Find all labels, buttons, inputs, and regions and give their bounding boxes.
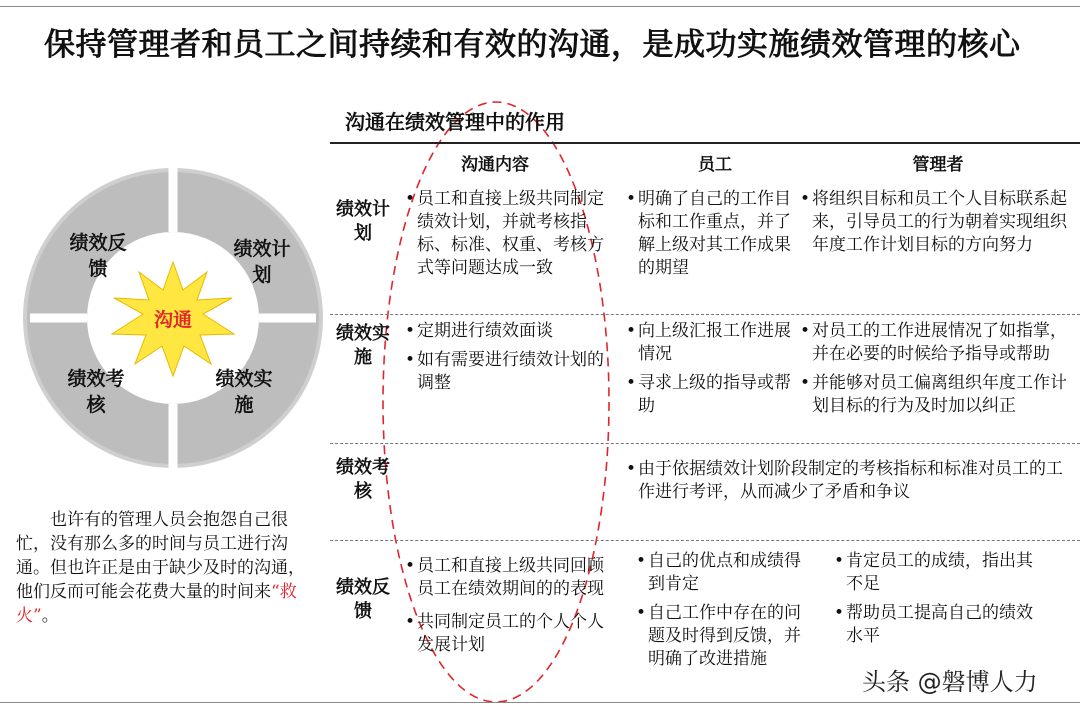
table-top-rule xyxy=(330,142,1080,144)
bullet-item: • 自己工作中存在的问题及时得到反馈，并明确了改进措施 xyxy=(636,602,808,671)
row-label-appraisal: 绩效考核 xyxy=(336,457,390,502)
bullet-item: • 对员工的工作进展情况了如指掌，并在必要的时候给予指导或帮助 xyxy=(800,320,1076,366)
table-cell xyxy=(626,320,804,424)
row-label-planning: 绩效计划 xyxy=(336,199,390,244)
bullet-item: • 员工和直接上级共同回顾员工在绩效期间的的表现 xyxy=(405,555,605,601)
segment-label-appraisal: 绩效考核 xyxy=(67,368,125,416)
bullet-item: • 员工和直接上级共同制定绩效计划，并就考核指标、标准、权重、考核方式等问题达成一致 xyxy=(405,188,605,280)
table-cell xyxy=(636,550,808,677)
row-label-feedback: 绩效反馈 xyxy=(336,577,390,622)
table-cell-merged xyxy=(626,458,1076,510)
bullet-item: • 如有需要进行绩效计划的调整 xyxy=(405,349,605,395)
bullet-item: • 明确了自己的工作目标和工作重点，并了解上级对其工作成果的期望 xyxy=(626,188,804,280)
table-cell xyxy=(834,550,1034,654)
segment-label-implementation: 绩效实施 xyxy=(215,368,273,416)
row-divider xyxy=(330,443,1080,444)
row-divider xyxy=(330,314,1080,315)
bullet-item: • 寻求上级的指导或帮助 xyxy=(626,372,804,418)
bullet-item: • 向上级汇报工作进展情况 xyxy=(626,320,804,366)
table-cell xyxy=(800,188,1076,263)
table-cell xyxy=(626,188,804,286)
note-paragraph xyxy=(16,508,321,628)
column-header-employee: 员工 xyxy=(698,155,732,175)
bullet-item: • 帮助员工提高自己的绩效水平 xyxy=(834,602,1034,648)
column-header-manager: 管理者 xyxy=(912,155,964,175)
watermark: 头条 @磐博人力 xyxy=(862,668,1038,696)
bottom-rule xyxy=(0,702,1080,703)
table-cell xyxy=(800,320,1076,424)
bullet-item: • 由于依据绩效计划阶段制定的考核指标和标准对员工的工作进行考评，从而减少了矛盾和争议 xyxy=(626,458,1076,504)
table-cell xyxy=(405,320,605,401)
bullet-item: • 自己的优点和成绩得到肯定 xyxy=(636,550,808,596)
table-cell xyxy=(405,555,605,663)
bullet-item: • 肯定员工的成绩，指出其不足 xyxy=(834,550,1034,596)
cycle-center-label: 沟通 xyxy=(153,309,192,331)
segment-label-feedback: 绩效反馈 xyxy=(69,232,127,280)
segment-label-planning: 绩效计划 xyxy=(233,238,291,286)
bullet-item: • 将组织目标和员工个人目标联系起来，引导员工的行为朝着实现组织年度工作计划目标的方向努力 xyxy=(800,188,1076,257)
row-label-implementation: 绩效实施 xyxy=(336,323,390,368)
bullet-item: • 共同制定员工的个人个人发展计划 xyxy=(405,611,605,657)
page-title: 保持管理者和员工之间持续和有效的沟通，是成功实施绩效管理的核心 xyxy=(44,27,1021,63)
bullet-item: • 定期进行绩效面谈 xyxy=(405,320,605,343)
note-highlight: “救火” xyxy=(16,582,297,626)
note-text: 也许有的管理人员会抱怨自己很忙，没有那么多的时间与员工进行沟通。但也许正是由于缺少及时的沟通，他们反而可能会花费大量的时间来 xyxy=(16,510,305,602)
row-divider xyxy=(330,540,1080,541)
table-title: 沟通在绩效管理中的作用 xyxy=(345,110,565,134)
bullet-item: • 并能够对员工偏离组织年度工作计划目标的行为及时加以纠正 xyxy=(800,372,1076,418)
table-cell xyxy=(405,188,605,286)
note-end: 。 xyxy=(41,606,59,626)
column-header-content: 沟通内容 xyxy=(461,155,529,175)
